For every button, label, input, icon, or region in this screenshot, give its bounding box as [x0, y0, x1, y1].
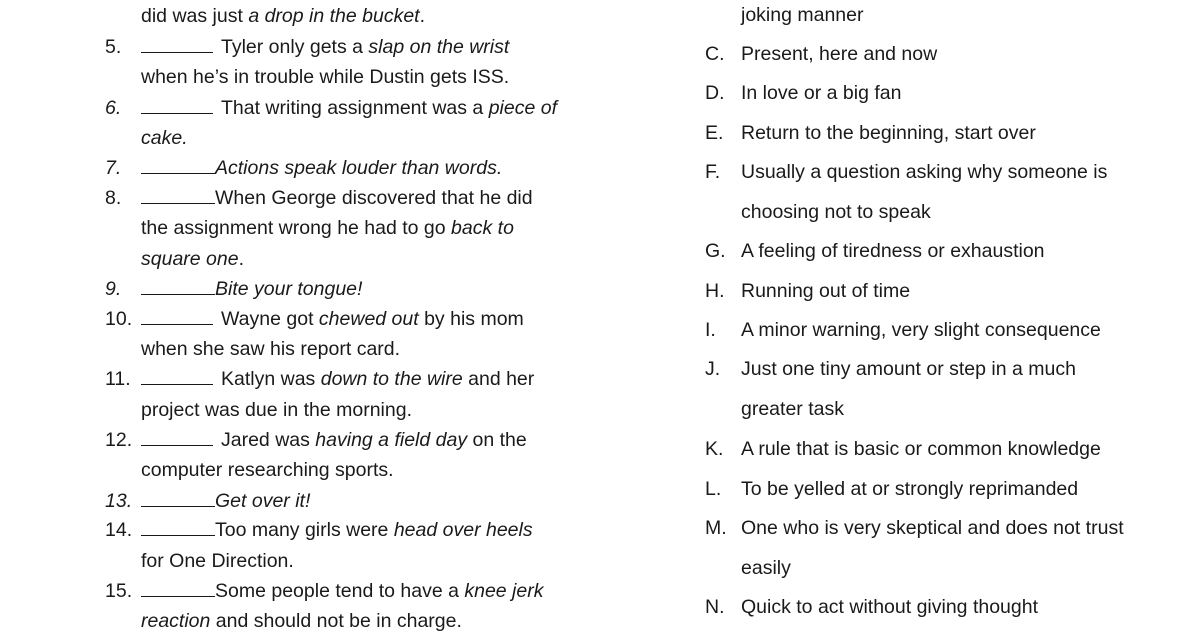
item-15-number: 15.: [105, 580, 133, 602]
item-12-number: 12.: [105, 429, 133, 451]
item-11-sentence: Katlyn was down to the wire and her: [141, 367, 534, 391]
option-j-text: Just one tiny amount or step in a much: [741, 358, 1076, 380]
option-j-continuation: greater task: [741, 398, 844, 420]
item-5-sentence: Tyler only gets a slap on the wrist: [141, 35, 509, 59]
answer-blank-12[interactable]: [141, 430, 213, 446]
item-8-continuation: the assignment wrong he had to go back to: [141, 217, 514, 239]
option-l-letter: L.: [705, 478, 722, 500]
option-j-letter: J.: [705, 358, 721, 380]
item-13-number: 13.: [105, 490, 133, 512]
item-15-continuation: reaction and should not be in charge.: [141, 610, 462, 632]
answer-blank-11[interactable]: [141, 369, 213, 385]
answer-blank-10[interactable]: [141, 309, 213, 325]
item-10-continuation: when she saw his report card.: [141, 338, 401, 360]
answer-blank-9[interactable]: [141, 279, 215, 295]
item-7-sentence: Actions speak louder than words.: [141, 156, 502, 180]
answer-blank-5[interactable]: [141, 37, 213, 53]
answer-blank-14[interactable]: [141, 520, 215, 536]
option-d-letter: D.: [705, 82, 725, 104]
item-9-sentence: Bite your tongue!: [141, 277, 362, 301]
option-k-text: A rule that is basic or common knowledge: [741, 438, 1101, 460]
option-h-letter: H.: [705, 280, 725, 302]
option-g-text: A feeling of tiredness or exhaustion: [741, 240, 1045, 262]
answer-blank-7[interactable]: [141, 158, 215, 174]
option-m-text: One who is very skeptical and does not trust: [741, 517, 1124, 539]
option-f-text: Usually a question asking why someone is: [741, 161, 1108, 183]
option-m-letter: M.: [705, 517, 727, 539]
option-c-text: Present, here and now: [741, 43, 938, 65]
answer-blank-8[interactable]: [141, 188, 215, 204]
item-9-number: 9.: [105, 278, 122, 300]
answer-blank-6[interactable]: [141, 98, 213, 114]
option-h-text: Running out of time: [741, 280, 911, 302]
item-11-number: 11.: [105, 368, 131, 390]
item-6-continuation: cake.: [141, 127, 188, 149]
option-l-text: To be yelled at or strongly reprimanded: [741, 478, 1079, 500]
item-6-sentence: That writing assignment was a piece of: [141, 96, 557, 120]
option-f-continuation: choosing not to speak: [741, 201, 931, 223]
option-i-text: A minor warning, very slight consequence: [741, 319, 1101, 341]
item-10-sentence: Wayne got chewed out by his mom: [141, 307, 524, 331]
item-14-sentence: Too many girls were head over heels: [141, 518, 533, 542]
option-k-letter: K.: [705, 438, 724, 460]
item-4-continuation: did was just a drop in the bucket.: [141, 5, 426, 27]
item-7-number: 7.: [105, 157, 122, 179]
answer-blank-15[interactable]: [141, 581, 215, 597]
option-e-letter: E.: [705, 122, 724, 144]
item-6-number: 6.: [105, 97, 122, 119]
item-12-sentence: Jared was having a field day on the: [141, 428, 527, 452]
answer-blank-13[interactable]: [141, 491, 215, 507]
item-8-continuation-2: square one.: [141, 248, 244, 270]
option-e-text: Return to the beginning, start over: [741, 122, 1036, 144]
option-d-text: In love or a big fan: [741, 82, 902, 104]
item-15-sentence: Some people tend to have a knee jerk: [141, 579, 543, 603]
item-11-continuation: project was due in the morning.: [141, 399, 412, 421]
option-f-letter: F.: [705, 161, 721, 183]
option-n-text: Quick to act without giving thought: [741, 596, 1039, 618]
item-12-continuation: computer researching sports.: [141, 459, 394, 481]
item-14-continuation: for One Direction.: [141, 550, 294, 572]
item-13-sentence: Get over it!: [141, 489, 310, 513]
item-14-number: 14.: [105, 519, 133, 541]
item-8-number: 8.: [105, 187, 122, 209]
option-g-letter: G.: [705, 240, 726, 262]
option-b-continuation: joking manner: [741, 4, 864, 26]
item-5-continuation: when he’s in trouble while Dustin gets ISS.: [141, 66, 510, 88]
item-10-number: 10.: [105, 308, 133, 330]
item-5-number: 5.: [105, 36, 122, 58]
option-n-letter: N.: [705, 596, 725, 618]
option-m-continuation: easily: [741, 557, 791, 579]
option-c-letter: C.: [705, 43, 725, 65]
option-i-letter: I.: [705, 319, 716, 341]
item-8-sentence: When George discovered that he did: [141, 186, 533, 210]
